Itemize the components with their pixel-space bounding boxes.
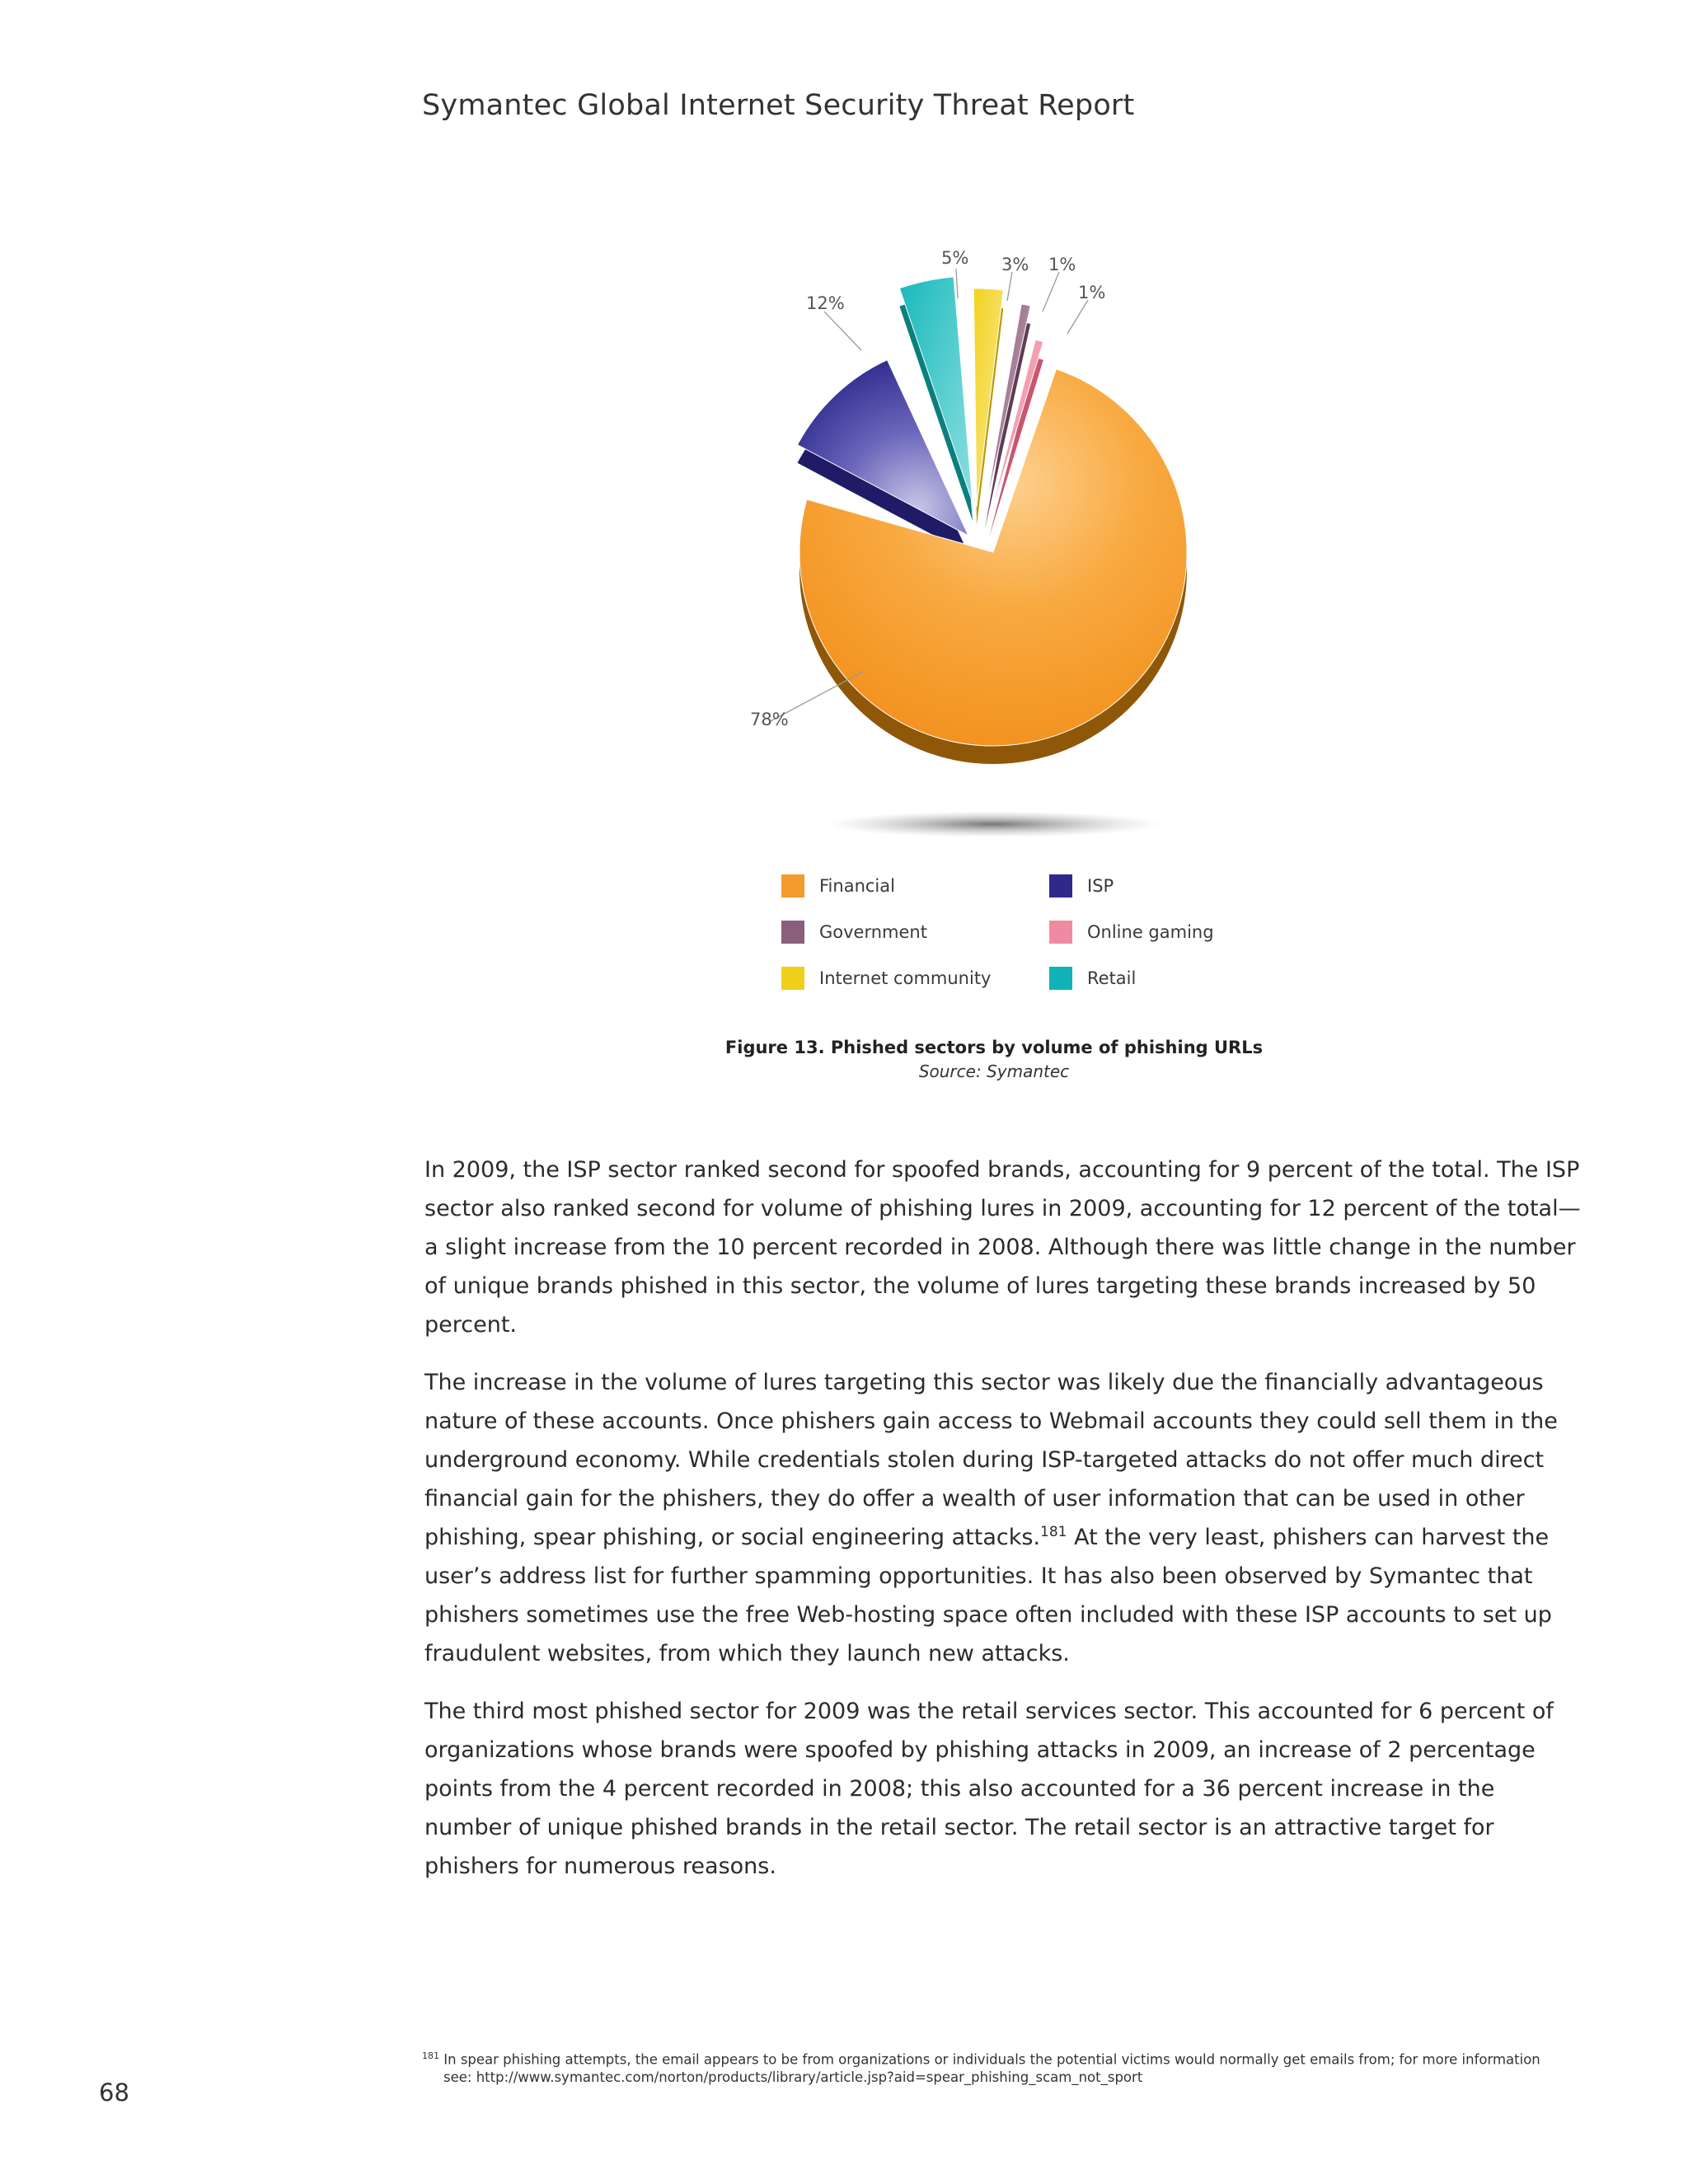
footnote-text: In spear phishing attempts, the email appears to be from organizations or individuals the potential victims would normally get emails from; for more information xyxy=(439,2051,1540,2068)
figure-title: Figure 13. Phished sectors by volume of phishing URLs xyxy=(724,1038,1264,1057)
pie-data-label: 5% xyxy=(941,248,969,268)
pie-data-label: 1% xyxy=(1048,255,1076,274)
legend-swatch-internet-community xyxy=(781,967,804,990)
legend-label: Retail xyxy=(1087,968,1137,988)
legend-swatch-online-gaming xyxy=(1049,921,1072,944)
pie-slice-internet-community xyxy=(973,288,1003,507)
paragraph: In 2009, the ISP sector ranked second for spoofed brands, accounting for 9 percent of the total. The ISP sector also ranked second for volume of phishing lures in 2009, accounting for 12 percent of the total—a slight increase from the 10 percent recorded in 2008. Although there was little change in the number of unique brands phished in this sector, the volume of lures targeting these brands increased by 50 percent. xyxy=(424,1157,1581,1338)
legend-label: Government xyxy=(819,922,927,942)
pie-data-label: 78% xyxy=(750,710,789,729)
pie-data-label: 3% xyxy=(1001,255,1029,274)
paragraph-text: At the very least, phishers can harvest the user’s address list for further spamming opportunities. It has also been observed by Symantec that phishers sometimes use the free Web-hosting space often included with these ISP accounts to set up fraudulent websites, from which they launch new attacks. xyxy=(424,1525,1552,1666)
leader-line xyxy=(956,269,958,298)
chart-legend xyxy=(781,872,1276,992)
footnote-reference[interactable]: 181 xyxy=(1040,1524,1067,1540)
legend-swatch-government xyxy=(781,921,804,944)
legend-item-internet-community xyxy=(781,964,1049,992)
footnote-line: see: http://www.symantec.com/norton/products/library/article.jsp?aid=spear_phishing_scam_not_sport xyxy=(443,2069,1143,2085)
figure-source: Source: Symantec xyxy=(918,1062,1070,1081)
legend-label: Online gaming xyxy=(1087,922,1214,942)
legend-item-retail xyxy=(1049,964,1276,992)
figure-caption xyxy=(669,1035,1319,1083)
paragraph: The third most phished sector for 2009 was the retail services sector. This accounted for 6 percent of organizations whose brands were spoofed by phishing attacks in 2009, an increase of 2 percentage points from the 4 percent recorded in 2008; this also accounted for a 36 percent increase in the number of unique phished brands in the retail sector. The retail sector is an attractive target for phishers for numerous reasons. xyxy=(424,1699,1554,1879)
paragraph xyxy=(424,1363,1582,1673)
footnote xyxy=(422,2047,1592,2086)
leader-line xyxy=(1007,272,1012,301)
footnote-line xyxy=(422,2047,1592,2069)
pie-floor-shadow xyxy=(824,811,1162,837)
legend-item-government xyxy=(781,918,1049,946)
body-text xyxy=(424,1151,1582,1905)
report-title: Symantec Global Internet Security Threat Report xyxy=(422,89,1135,122)
legend-label: ISP xyxy=(1087,876,1114,896)
legend-label: Internet community xyxy=(819,968,992,988)
paragraph-text: The increase in the volume of lures targeting this sector was likely due the financially advantageous nature of these accounts. Once phishers gain access to Webmail accounts they could sell them in the underground economy. While credentials stolen during ISP-targeted attacks do not offer much direct financial gain for the phishers, they do offer a wealth of user information that can be used in other phishing, spear phishing, or social engineering attacks. xyxy=(424,1370,1558,1550)
footnote-marker: 181 xyxy=(422,2050,439,2061)
legend-swatch-retail xyxy=(1049,967,1072,990)
legend-item-isp xyxy=(1049,872,1276,900)
legend-item-financial xyxy=(781,872,1049,900)
leader-line xyxy=(1043,272,1059,312)
legend-item-online-gaming xyxy=(1049,918,1276,946)
legend-label: Financial xyxy=(819,876,895,896)
pie-data-label: 1% xyxy=(1078,283,1106,302)
pie-data-label: 12% xyxy=(806,293,845,313)
legend-swatch-financial xyxy=(781,874,804,898)
leader-line xyxy=(824,312,861,350)
page-number: 68 xyxy=(99,2079,129,2107)
leader-line xyxy=(1067,300,1088,334)
legend-swatch-isp xyxy=(1049,874,1072,898)
